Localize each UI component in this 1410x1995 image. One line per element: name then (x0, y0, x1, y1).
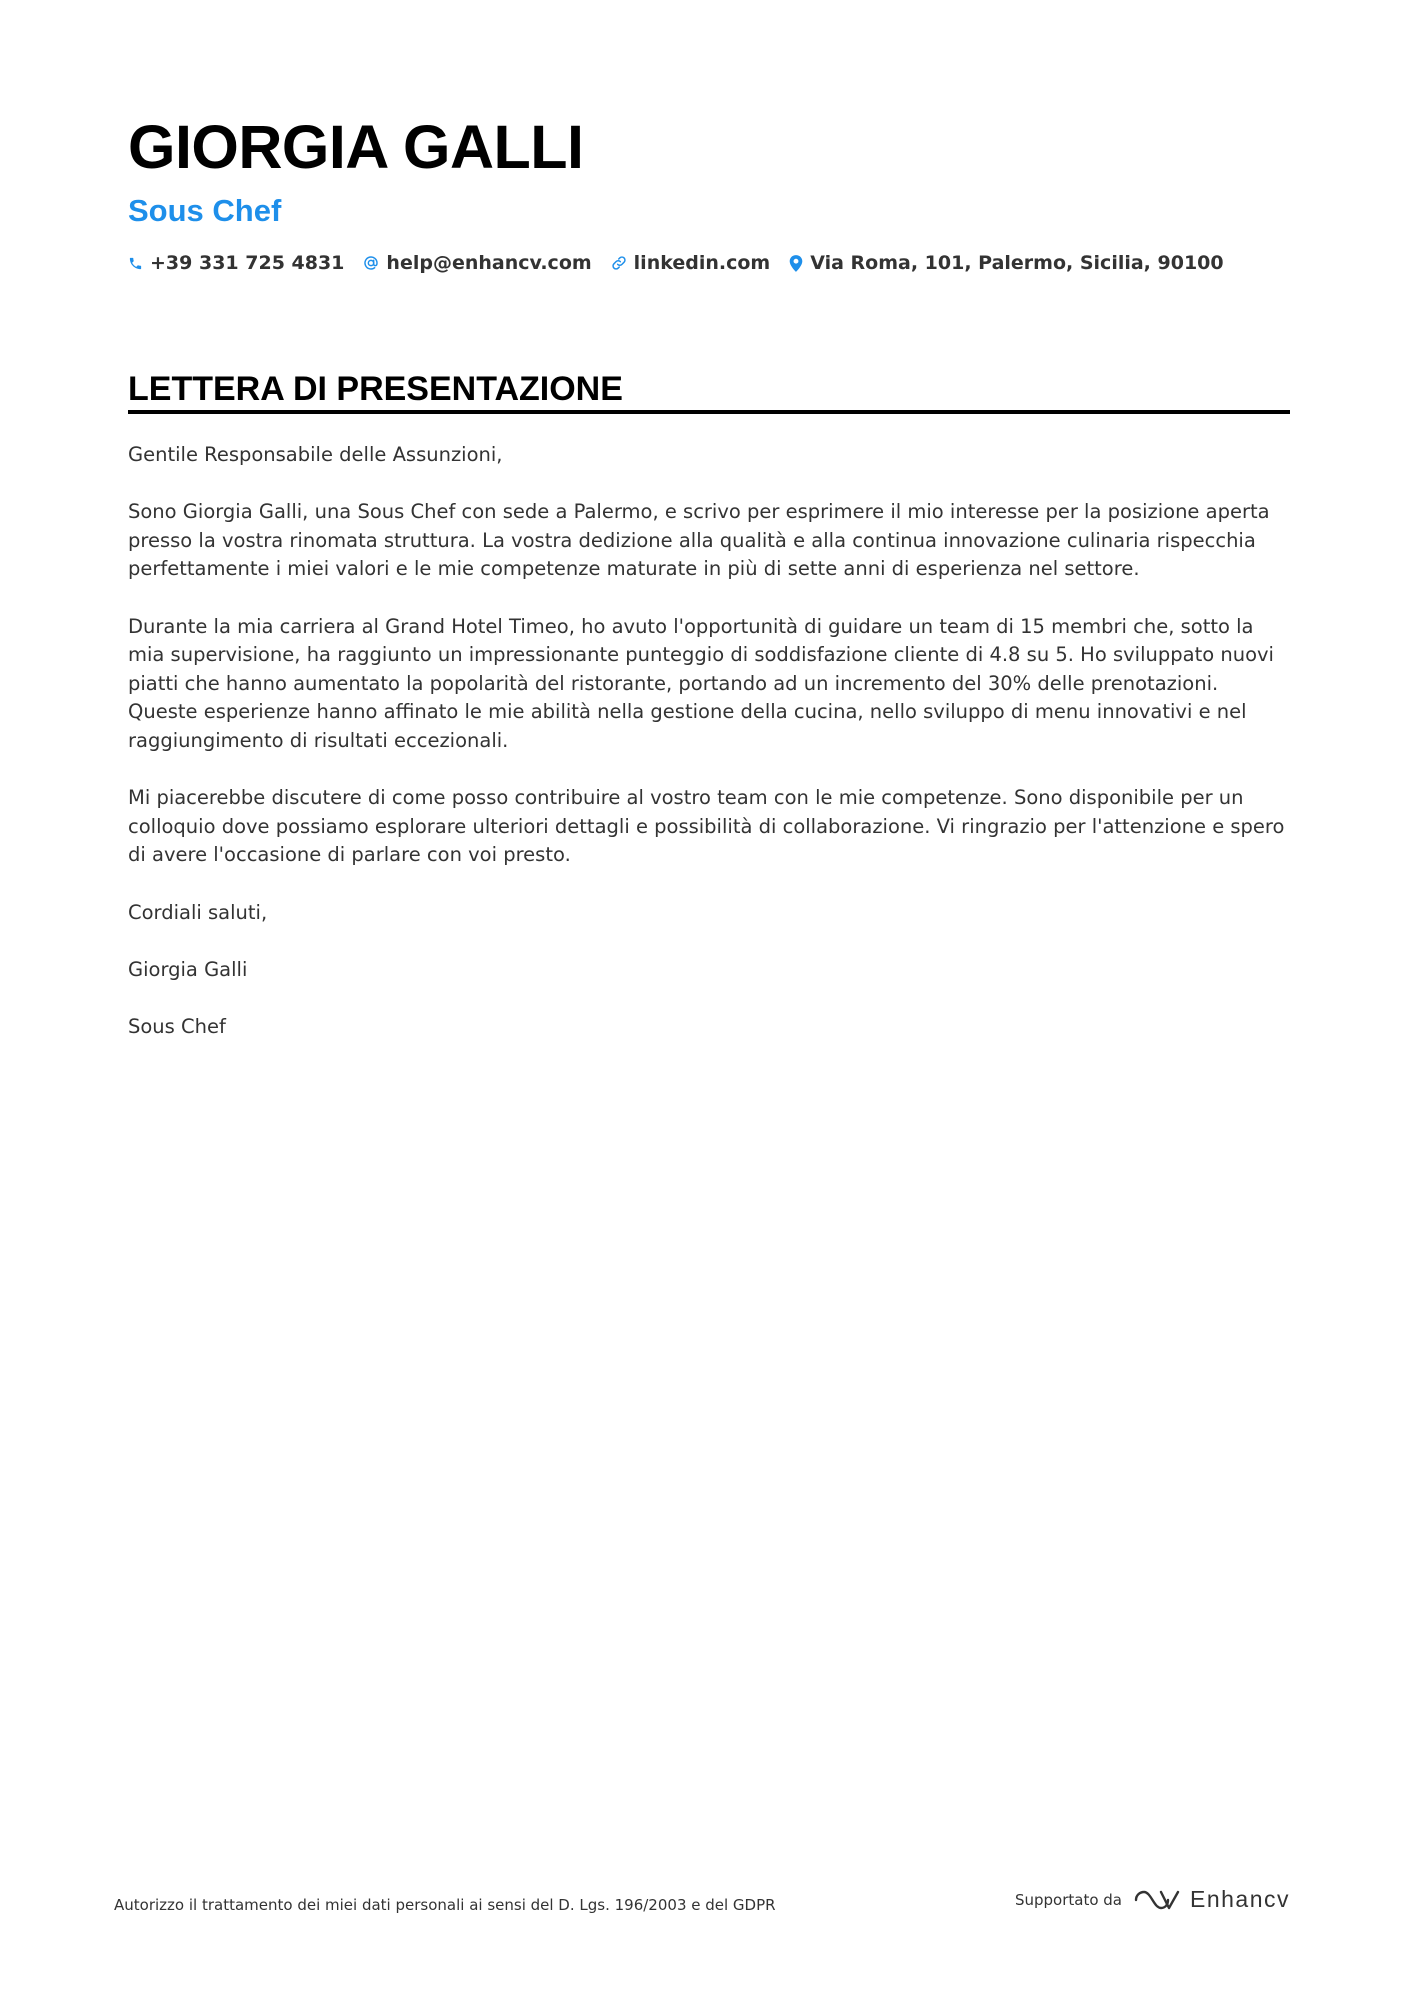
candidate-name: GIORGIA GALLI (128, 113, 584, 181)
linkedin-text: linkedin.com (633, 252, 771, 274)
brand-name: Enhancv (1189, 1886, 1290, 1912)
contact-linkedin[interactable] (611, 252, 771, 274)
letter-paragraph: Mi piacerebbe discutere di come posso contribuire al vostro team con le mie competenze. Sono disponibile per un colloquio dove possiamo esplorare ulteriori dettagli e possibilità di collaborazione. Vi ringrazio per l'attenzione e spero di avere l'occasione di parlare con voi presto. (128, 786, 1285, 867)
signature-title: Sous Chef (128, 1014, 226, 1038)
contact-phone[interactable] (128, 252, 344, 274)
section-title: LETTERA DI PRESENTAZIONE (128, 370, 623, 408)
powered-by-label: Supportato da (1014, 1890, 1122, 1909)
letter-closing: Cordiali saluti, (128, 900, 268, 924)
location-pin-icon (789, 255, 803, 272)
section-divider (128, 410, 1290, 414)
powered-by[interactable] (1015, 1886, 1290, 1913)
phone-icon (128, 256, 143, 271)
phone-text: +39 331 725 4831 (150, 252, 345, 274)
contact-address (789, 252, 1223, 274)
link-icon (611, 255, 627, 271)
email-text: help@enhancv.com (386, 252, 592, 274)
address-text: Via Roma, 101, Palermo, Sicilia, 90100 (810, 252, 1224, 274)
at-icon (363, 255, 379, 271)
job-title: Sous Chef (128, 193, 282, 228)
signature-name: Giorgia Galli (128, 957, 248, 981)
letter-body (128, 441, 1290, 1070)
contact-email[interactable] (363, 252, 591, 274)
contact-bar (128, 252, 1243, 274)
enhancv-logo-icon (1134, 1888, 1180, 1912)
letter-salutation: Gentile Responsabile delle Assunzioni, (128, 443, 503, 466)
letter-paragraph: Durante la mia carriera al Grand Hotel Timeo, ho avuto l'opportunità di guidare un team di 15 membri che, sotto la mia supervisione, ha raggiunto un impressionante punteggio di soddisfazione cliente di 4.8 su 5. Ho sviluppato nuovi piatti che hanno aumentato la popolarità del ristorante, portando ad un incremento del 30% delle prenotazioni. Queste esperienze hanno affinato le mie abilità nella gestione della cucina, nello sviluppo di menu innovativi e nel raggiungimento di risultati eccezionali. (128, 614, 1274, 752)
consent-note: Autorizzo il trattamento dei miei dati personali ai sensi del D. Lgs. 196/2003 e del GDPR (114, 1896, 776, 1914)
letter-paragraph: Sono Giorgia Galli, una Sous Chef con sede a Palermo, e scrivo per esprimere il mio interesse per la posizione aperta presso la vostra rinomata struttura. La vostra dedizione alla qualità e alla continua innovazione culinaria rispecchia perfettamente i miei valori e le mie competenze maturate in più di sette anni di esperienza nel settore. (128, 500, 1270, 581)
cover-letter-page (128, 0, 1290, 1995)
